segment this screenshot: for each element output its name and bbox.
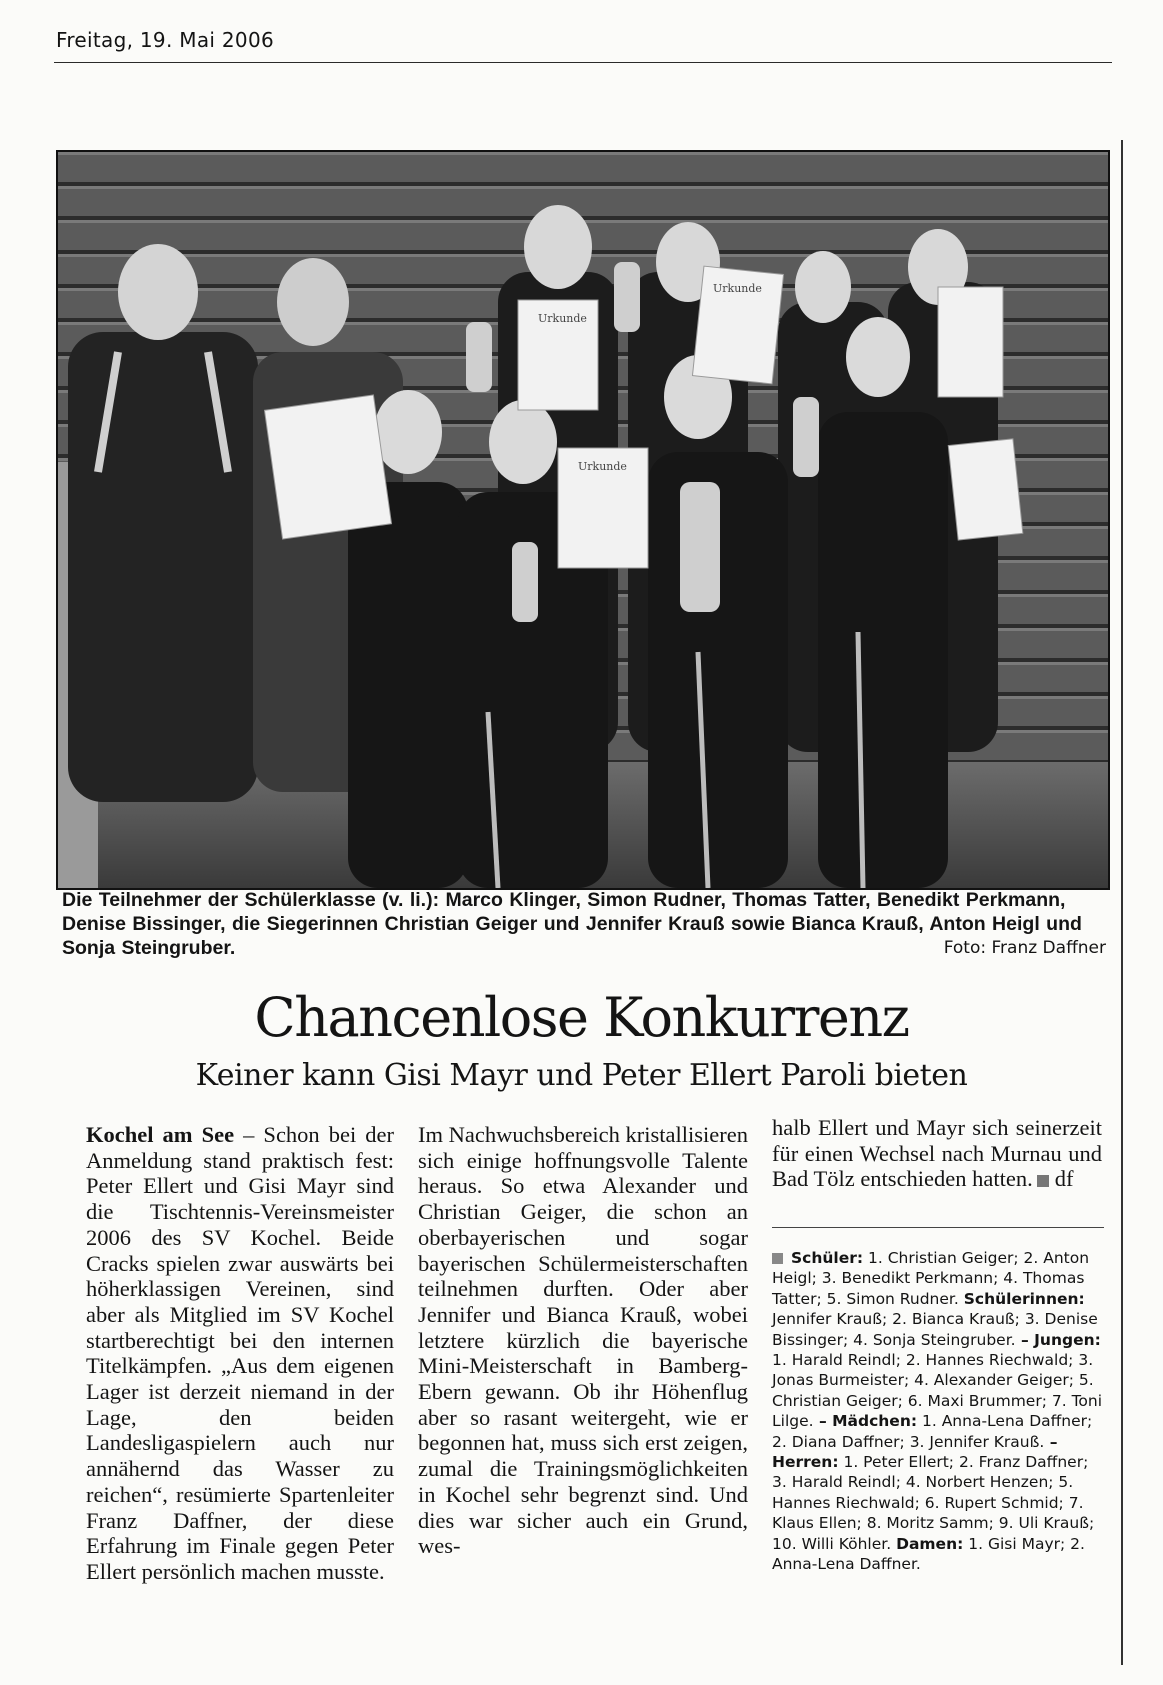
article-column-2	[418, 1122, 748, 1559]
article-text: halb Ellert und Mayr sich seinerzeit für einen Wechsel nach Murnau und Bad Tölz entschieden hatten.	[772, 1115, 1102, 1192]
issue-date: Freitag, 19. Mai 2006	[56, 28, 274, 52]
results-text: 1. Christian Geiger; 2. Anton Heigl; 3. Benedikt Perkmann; 4. Thomas Tatter; 5. Simon Rudner.	[772, 1249, 1090, 1308]
results-text: 1. Anna-Lena Daffner; 2. Diana Daffner; 3. Jennifer Krauß.	[772, 1412, 1093, 1451]
results-text: Jennifer Krauß; 2. Bianca Krauß; 3. Denise Bissinger; 4. Sonja Steingruber.	[772, 1310, 1098, 1349]
article-column-1	[86, 1122, 394, 1585]
results-label-herren: – Herren:	[772, 1432, 1058, 1472]
column-edge-rule	[1121, 140, 1123, 1665]
headline: Chancenlose Konkurrenz	[254, 986, 909, 1049]
results-label-jungen: – Jungen:	[1015, 1330, 1101, 1349]
certificate-label: Urkunde	[713, 282, 762, 295]
results-label-schuelerinnen: Schülerinnen:	[963, 1289, 1085, 1308]
article-text: Im Nachwuchsbereich kristallisieren sich einige hoffnungsvolle Talente heraus. So etwa Alexander und Christian Geiger, die schon an oberbayerischen und sogar bayerischen Schülermeisterschaften teilnehmen durften. Oder aber Jennifer und Bianca Krauß, wobei letztere kürzlich die bayerische Mini-Meisterschaft in Bamberg-Ebern gewann. Ob ihr Höhenflug aber so rasant weitergeht, wie er begonnen hat, muss sich erst zeigen, zumal die Trainingsmöglichkeiten in Kochel sehr begrenzt sind. Und dies war sicher auch ein Grund, wes-	[418, 1122, 748, 1559]
results-text: 1. Harald Reindl; 2. Hannes Riechwald; 3. Jonas Burmeister; 4. Alexander Geiger; 5. Christian Geiger; 6. Maxi Brummer; 7. Toni Lilge.	[772, 1351, 1103, 1431]
header-rule	[54, 62, 1112, 63]
results-bullet-icon	[772, 1253, 783, 1264]
end-mark-icon	[1037, 1175, 1049, 1187]
results-rule	[772, 1227, 1104, 1228]
photo-caption: Die Teilnehmer der Schülerklasse (v. li.): Marco Klinger, Simon Rudner, Thomas Tatter, Benedikt Perkmann, Denise Bissinger, die Siegerinnen Christian Geiger und Jennifer Krauß sowie Bianca Krauß, Anton Heigl und Sonja Steingruber.	[62, 889, 1082, 959]
results-label-schueler: Schüler:	[791, 1249, 864, 1267]
results-box	[772, 1248, 1104, 1575]
article-text: – Schon bei der Anmeldung stand praktisch fest: Peter Ellert und Gisi Mayr sind die Tischtennis-Vereinsmeister 2006 des SV Kochel. Beide Cracks spielen zwar auswärts bei höherklassigen Vereinen, sind aber als Mitglied im SV Kochel startberechtigt bei den internen Titelkämpfen. „Aus dem eigenen Lager ist derzeit niemand in der Lage, den beiden Landesligaspielern auch nur annähernd das Wasser zu reichen“, resümierte Spartenleiter Franz Daffner, der diese Erfahrung im Finale gegen Peter Ellert persönlich machen musste.	[86, 1122, 395, 1584]
results-text: 1. Gisi Mayr; 2. Anna-Lena Daffner.	[772, 1534, 1085, 1574]
subheadline: Keiner kann Gisi Mayr und Peter Ellert Paroli bieten	[195, 1058, 968, 1093]
article-column-3	[772, 1115, 1102, 1192]
certificate-label: Urkunde	[538, 312, 587, 325]
article-dateline: Kochel am See	[86, 1122, 235, 1147]
results-text: 1. Peter Ellert; 2. Franz Daffner; 3. Harald Reindl; 4. Norbert Henzen; 5. Hannes Riechwald; 6. Rupert Schmid; 7. Klaus Ellen; 8. Moritz Samm; 9. Uli Krauß; 10. Willi Köhler.	[772, 1453, 1095, 1553]
author-initials: df	[1054, 1166, 1074, 1192]
certificate-label: Urkunde	[578, 460, 627, 473]
results-label-maedchen: – Mädchen:	[813, 1412, 918, 1431]
results-label-damen: Damen:	[896, 1534, 964, 1553]
group-photo	[56, 150, 1110, 890]
photo-credit: Foto: Franz Daffner	[943, 938, 1106, 958]
